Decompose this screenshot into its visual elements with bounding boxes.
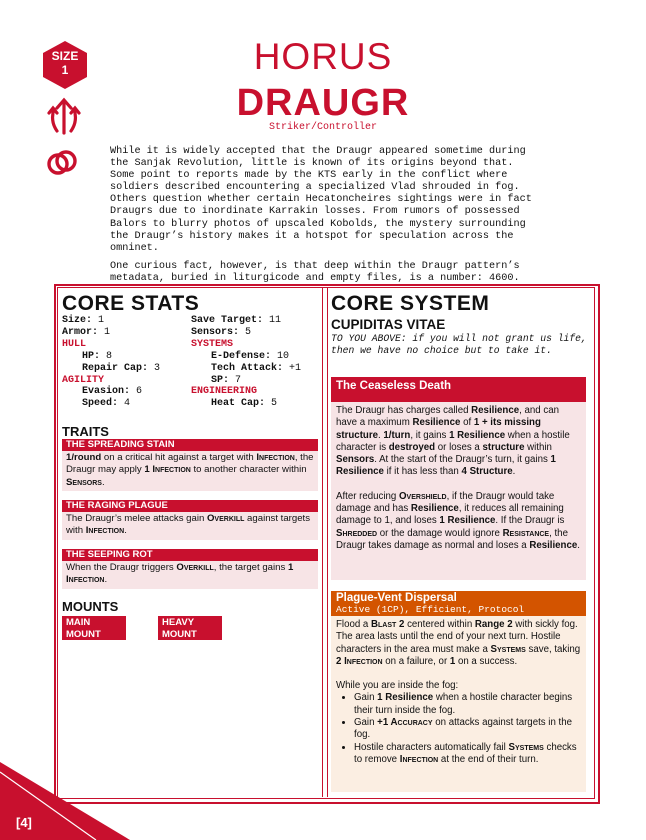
core-stats-left (62, 315, 160, 410)
heat-cap-value: 5 (271, 398, 278, 410)
trait-spreading-stain-title: THE SPREADING STAIN (62, 439, 318, 451)
core-system-heading: CORE SYSTEM (331, 292, 490, 315)
speed-label: Speed: (82, 398, 119, 410)
plague-vent-bullet-2: • Gain +1 Accuracy on attacks against targets in the fog. (354, 717, 581, 742)
plague-vent-bullets (336, 692, 581, 766)
speed-value: 4 (124, 398, 131, 410)
hull-label: HULL (62, 338, 87, 350)
agility-label: AGILITY (62, 374, 105, 386)
core-stats-right (191, 315, 301, 410)
trait-raging-plague-text: The Draugr’s melee attacks gain Overkill against targets with Infection. (62, 512, 318, 540)
ceaseless-death-paragraph-1: The Draugr has charges called Resilience, and can have a maximum Resilience of 1 + its missing structure. 1/turn, it gains 1 Resilience when a hostile character is destroyed or loses a structure within Sensors. At the start of the Draugr’s turn, it gains 1 Resilience if it has less than 4 Structure. (336, 405, 570, 478)
hp-value: 8 (106, 350, 113, 362)
repair-cap-value: 3 (154, 362, 161, 374)
evasion-value: 6 (136, 386, 143, 398)
e-defense-value: 10 (277, 350, 290, 362)
size-label: Size: (62, 315, 93, 326)
e-defense-label: E-Defense: (211, 350, 272, 362)
trait-seeping-rot-title: THE SEEPING ROT (62, 549, 318, 561)
hp-label: HP: (82, 350, 101, 362)
evasion-label: Evasion: (82, 386, 131, 398)
ceaseless-death-paragraph-2: After reducing Overshield, if the Draugr would take damage and has Resilience, it reduces all remaining damage to 1, and loses 1 Resilience. If the Draugr is Shredded or the damage would ignore Resistance, the Draugr takes damage as normal and loses a Resilience. (336, 490, 580, 551)
save-target-label: Save Target: (191, 315, 264, 326)
plague-vent-paragraph-1: Flood a Blast 2 centered within Range 2 with sickly fog. The area lasts until the end of your next turn. Hostile characters in the area must make a Systems save, taking 2 Infection on a failure, or 1 on a success. (336, 619, 581, 667)
ceaseless-death-text (331, 402, 586, 580)
tech-attack-value: +1 (289, 362, 302, 374)
column-divider (322, 287, 328, 797)
core-system-quote: TO YOU ABOVE: if you will not grant us life, then we have no choice but to take it. (331, 333, 587, 356)
frame-name: DRAUGR (236, 82, 410, 124)
frame-manufacturer: HORUS (253, 36, 393, 77)
plague-vent-bullet-3: • Hostile characters automatically fail Systems checks to remove Infection at the end of their turn. (354, 742, 581, 767)
page-number: [4] (16, 815, 32, 830)
trait-seeping-rot-text: When the Draugr triggers Overkill, the target gains 1 Infection. (62, 561, 318, 589)
sp-label: SP: (211, 374, 230, 386)
repair-cap-label: Repair Cap: (82, 362, 149, 374)
plague-vent-dispersal-tags: Active (1CP), Efficient, Protocol (336, 604, 525, 615)
intro-paragraph-1: While it is widely accepted that the Draugr appeared sometime during the Sanjak Revolution, little is known of its origins beyond that. Some point to reports made by the KTS early in the conflict where soldiers described encountering a specialized Vlad shrouded in fog. Others question whether certain Hecatoncheires sightings were in fact Draugrs due to inordinate Karrakin losses. From rumors of possessed Balors to blurry photos of upscaled Kobolds, the mystery surrounding the Draugr’s history makes it a hotspot for speculation across the omninet. (110, 146, 532, 254)
armor-value: 1 (104, 326, 111, 338)
plague-vent-dispersal-text (331, 616, 586, 792)
tech-attack-label: Tech Attack: (211, 362, 284, 374)
sensors-label: Sensors: (191, 326, 240, 338)
main-mount-slot: MAIN MOUNT (62, 616, 126, 640)
core-system-name: CUPIDITAS VITAE (331, 317, 446, 332)
manufacturer-swirl-icon (45, 146, 79, 180)
core-stats-heading: CORE STATS (62, 292, 200, 315)
heat-cap-label: Heat Cap: (211, 398, 266, 410)
intro-paragraph-2: One curious fact, however, is that deep within the Draugr pattern’s metadata, buried in liturgicode and empty files, is a number: 4600. (110, 260, 520, 284)
intro-text (110, 146, 540, 291)
mounts-heading: MOUNTS (62, 599, 119, 614)
plague-vent-dispersal-header (331, 591, 586, 616)
save-target-value: 11 (269, 315, 282, 326)
sensors-value: 5 (245, 326, 252, 338)
size-value: 1 (98, 315, 105, 326)
traits-heading: TRAITS (62, 424, 109, 439)
size-badge-label: SIZE (51, 49, 79, 63)
size-badge-value: 1 (61, 63, 69, 77)
trait-raging-plague-title: THE RAGING PLAGUE (62, 500, 318, 512)
armor-label: Armor: (62, 326, 99, 338)
heavy-mount-slot: HEAVY MOUNT (158, 616, 222, 640)
plague-vent-paragraph-2: While you are inside the fog: (336, 680, 459, 692)
plague-vent-dispersal-title: Plague-Vent Dispersal (336, 592, 457, 604)
frame-role: Striker/Controller (268, 122, 378, 133)
trait-spreading-stain-text: 1/round on a critical hit against a target with Infection, the Draugr may apply 1 Infection to another character within Sensors. (62, 451, 318, 491)
engineering-label: ENGINEERING (191, 386, 258, 398)
systems-label: SYSTEMS (191, 338, 234, 350)
sp-value: 7 (235, 374, 242, 386)
plague-vent-bullet-1: • Gain 1 Resilience when a hostile character begins their turn inside the fog. (354, 692, 581, 717)
ceaseless-death-title: The Ceaseless Death (331, 377, 586, 402)
